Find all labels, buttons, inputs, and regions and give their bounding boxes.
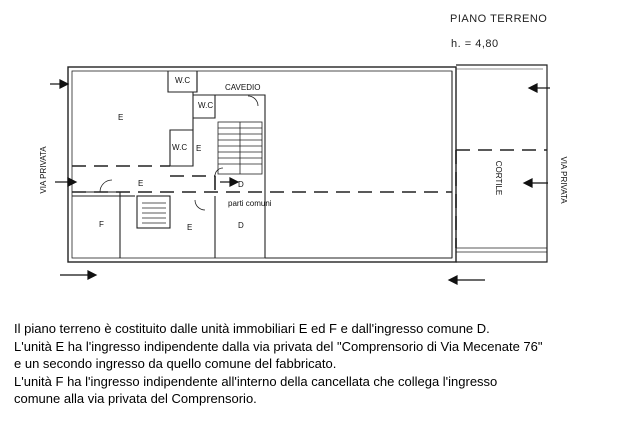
caption-line: Il piano terreno è costituito dalle unità immobiliari E ed F e dall'ingresso comune D. bbox=[14, 321, 490, 336]
caption-line: L'unità F ha l'ingresso indipendente all'interno della cancellata che collega l'ingresso bbox=[14, 373, 498, 389]
caption-line: L'unità E ha l'ingresso indipendente dalla via privata del "Comprensorio di Via Mecenate 76" bbox=[14, 338, 543, 354]
label-wc-low: W.C bbox=[172, 143, 188, 152]
label-unit-e-corridor: E bbox=[138, 179, 144, 188]
label-cavedio: CAVEDIO bbox=[225, 83, 261, 92]
floor-height: h. = 4,80 bbox=[451, 38, 499, 50]
label-unit-f: F bbox=[99, 220, 104, 229]
caption-line: comune alla via privata del Comprensorio. bbox=[14, 391, 257, 406]
label-parti-comuni: parti comuni bbox=[228, 199, 272, 208]
label-unit-d-bottom: D bbox=[238, 221, 244, 230]
unit-boundaries bbox=[72, 150, 547, 248]
description-text bbox=[14, 320, 624, 408]
label-wc-top: W.C bbox=[175, 76, 191, 85]
label-unit-e-main: E bbox=[118, 113, 124, 122]
label-via-privata-left: VIA PRIVATA bbox=[39, 146, 48, 194]
floor-title: PIANO TERRENO bbox=[450, 13, 548, 25]
label-cortile: CORTILE bbox=[494, 160, 503, 196]
label-unit-e-small: E bbox=[196, 144, 202, 153]
doors bbox=[100, 96, 258, 210]
label-unit-d-top: D bbox=[238, 180, 244, 189]
label-via-privata-right: VIA PRIVATA bbox=[559, 156, 568, 204]
entrance-arrows bbox=[50, 80, 550, 284]
caption-line: e un secondo ingresso da quello comune del fabbricato. bbox=[14, 356, 337, 371]
label-unit-e-lower: E bbox=[187, 223, 193, 232]
label-wc-mid: W.C bbox=[198, 101, 214, 110]
